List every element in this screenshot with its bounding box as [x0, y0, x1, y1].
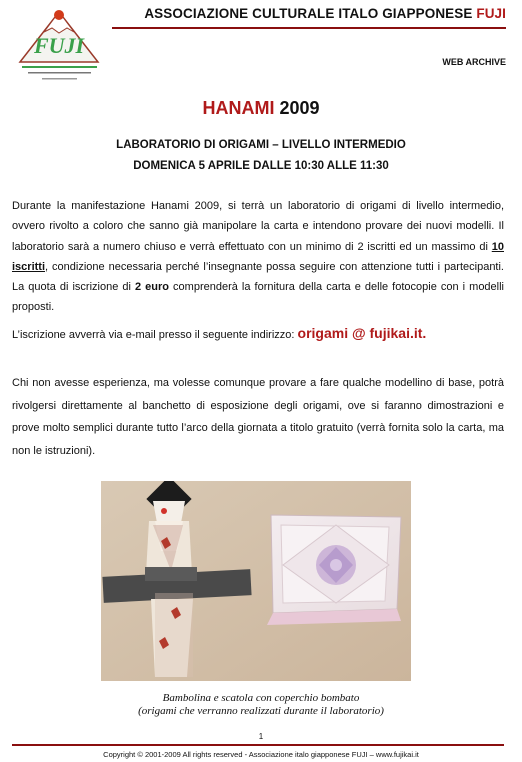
page-number: 1: [258, 732, 264, 741]
beginners-paragraph: Chi non avesse esperienza, ma volesse comunque provare a fare qualche modellino di base, potrà rivolgersi direttamente al banchetto di esposizione degli origami, ove si faranno dimostrazioni e prove molto semplici durante tutto l’arco della giornata a titolo gratuito (verrà fornita solo la carta, ma non le istruzioni).: [12, 377, 504, 457]
org-brand: FUJI: [476, 6, 506, 21]
intro-text-3: comprenderà la fornitura della carta e delle fotocopie con i modelli proposti.: [12, 281, 504, 314]
origami-box: [267, 515, 401, 625]
origami-photo: [101, 481, 411, 681]
event-date: DOMENICA 5 APRILE DALLE 10:30 ALLE 11:30: [133, 160, 389, 172]
header-divider: [112, 27, 506, 29]
email-intro: L’iscrizione avverrà via e-mail presso il seguente indirizzo:: [12, 329, 298, 341]
fuji-logo: [12, 6, 107, 86]
org-title: [112, 6, 506, 21]
registration-line: [12, 325, 504, 341]
intro-text-2: , condizione necessaria perché l’insegnante possa seguire con attenzione tutti i partecipanti. La quota di iscrizione di: [12, 260, 504, 294]
email-address[interactable]: origami @ fujikai.it.: [297, 325, 427, 341]
price: 2 euro: [134, 281, 169, 294]
web-archive-label: WEB ARCHIVE: [442, 57, 506, 67]
caption-line-2: (origami che verranno realizzati durante il laboratorio): [138, 705, 384, 717]
event-year: 2009: [279, 98, 320, 118]
event-title: [0, 98, 522, 119]
caption-line-1: Bambolina e scatola con coperchio bombato: [162, 692, 360, 704]
event-subtitle: LABORATORIO DI ORIGAMI – LIVELLO INTERMEDIO: [116, 139, 406, 151]
max-participants: 10 iscritti: [12, 240, 504, 273]
intro-text-1: Durante la manifestazione Hanami 2009, si terrà un laboratorio di origami di livello intermedio, ovvero rivolto a coloro che sanno già manipolare la carta e intendono provare dei nuovi modelli. Il laboratorio sarà a numero chiuso e verrà effettuato con un minimo di 2 iscritti ed un massimo di: [12, 200, 504, 253]
logo-text: FUJI: [33, 33, 85, 58]
intro-paragraph: [12, 196, 504, 318]
event-name: HANAMI: [202, 98, 275, 118]
copyright-notice: Copyright © 2001-2009 All rights reserved - Associazione italo giapponese FUJI – www.fujikai.it: [103, 750, 419, 759]
footer-divider: [12, 744, 504, 746]
photo-caption: [0, 692, 522, 718]
org-name: ASSOCIAZIONE CULTURALE ITALO GIAPPONESE: [144, 6, 473, 21]
